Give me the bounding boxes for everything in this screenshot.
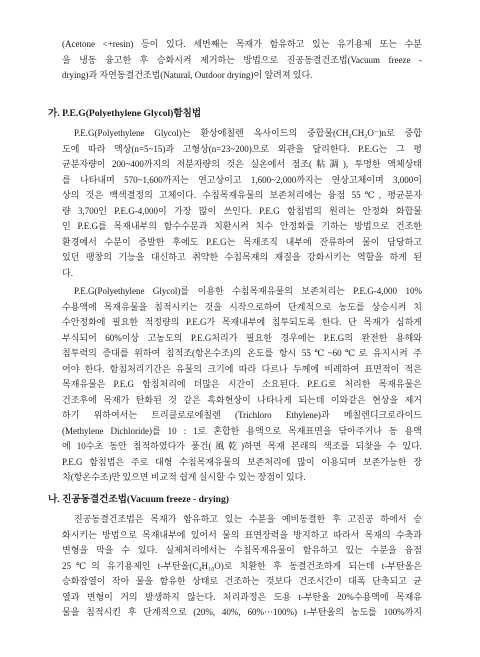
text-line: 어야 한다. 함침처리기간은 유물의 크기에 따라 다르나 두께에 비례하여 표면적이 적은 xyxy=(62,363,422,374)
text-line: 치(항온수조)만 있으면 비교적 쉽게 실시할 수 있는 장점이 있다. xyxy=(62,472,306,482)
text-line: P.E.G 함침법은 주로 대형 수침목재유물의 보존처리에 많이 이용되며 보존가능한 장 xyxy=(62,456,422,467)
text-line: 인 P.E.G를 목재내부의 함수수분과 치환시켜 치수 안정화를 기하는 방법으로 건조한 xyxy=(62,221,422,231)
text-line: 25℃의 유기용제인 t-부탄올(C₄H₁₀O)로 치환한 후 동결건조하게 되는데 t-부탄올은 xyxy=(62,560,422,571)
text-line: 하기 위하여서는 트리클로로에칠렌 (Trichloro Ethylene)과 메칠렌디크로라이드 xyxy=(62,410,422,420)
text-line: 있던 팽창의 기능을 대신하고 취약한 수침목재의 재질을 강화시키는 역할을 하게 된 xyxy=(62,252,422,262)
text-line: (Acetone <+resin) 등이 있다. 세번째는 목재가 함유하고 있는 유기용제 또는 수분 xyxy=(62,39,422,49)
paragraph xyxy=(62,126,422,281)
text-line: 변형을 막을 수 있다. 실제처리에서는 수침목재유물이 함유하고 있는 수분을 융점 xyxy=(62,545,422,555)
text-line: 도에 따라 액상(n=5~15)과 고형상(n=23~200)으로 외관을 달리한다. P.E.G는 그 평 xyxy=(62,143,422,154)
text-line: 환경에서 수분이 증발한 후에도 P.E.G는 목재조직 내부에 잔류하여 물이 담당하고 xyxy=(62,236,422,247)
text-line: 승화잠열이 작아 물을 함유한 상태로 건조하는 것보다 건조시간이 대폭 단축되고 균 xyxy=(62,576,422,586)
text-line: 건조후에 목재가 탄화된 것 같은 흑화현상이 나타나게 되는데 이와같은 현상을 제거 xyxy=(62,394,422,405)
section-heading: 나. 진공동결건조법(Vacuum freeze - drying) xyxy=(48,494,229,505)
text-line: 목재유물은 P.E.G 함침처리에 더많은 시간이 소요된다. P.E.G로 처리한 목재유물은 xyxy=(62,379,422,389)
section-heading: 가. P.E.G(Polyethylene Glycol)함침법 xyxy=(48,108,202,119)
text-line: 수안정화에 필요한 적정량의 P.E.G가 목재내부에 침투되도록 한다. 단 목재가 심하게 xyxy=(62,317,422,327)
text-line: 화시키는 방법으로 목재내부에 있어서 물의 표면장력을 방지하고 따라서 목재의 수축과 xyxy=(62,529,422,540)
text-line: (Methylene Dichloride)를 10 : 1로 혼합한 용액으로 목재표면을 닦아주거나 동 용액 xyxy=(62,425,422,436)
text-line: 에 10수초 동안 침적하였다가 풍건(風乾)하면 목재 본래의 색조를 되찾을 수 있다. xyxy=(62,441,422,451)
text-line: 진공동결건조법은 목재가 함유하고 있는 수분을 예비동결한 후 고진공 하에서 승 xyxy=(74,514,422,524)
text-line: 량 3,700인 P.E.G-4,000이 가장 많이 쓰인다. P.E.G 함침법의 원리는 안정화 화합물 xyxy=(62,205,422,216)
text-line: 다. xyxy=(62,267,73,278)
text-line: 상의 것은 백색결정의 고체이다. 수침목재유물의 보존처리에는 융점 55℃, 평균분자 xyxy=(62,190,422,200)
text-line: 을 냉동 융고한 후 승화시켜 제거하는 방법으로 진공동결건조법(Vacuum freeze - xyxy=(62,54,422,65)
text-line: 물을 침적시킨 후 단계적으로 (20%, 40%, 60%···100%) t-부탄올의 농도를 100%까지 xyxy=(62,607,422,617)
paragraph xyxy=(62,512,422,621)
paragraph xyxy=(62,284,422,486)
text-line: drying)과 자연동결건조법(Natural, Outdoor drying)이 알려져 있다. xyxy=(62,70,313,80)
text-line: 수용액에 목재유물을 침적시키는 것을 시작으로하여 단계적으로 농도를 상승시켜 치 xyxy=(62,301,422,312)
text-line: 를 나타내며 570~1,600까지는 연고상이고 1,600~2,000까지는 연상고체이며 3,000이 xyxy=(62,174,422,185)
text-line: 부식되어 60%이상 고농도의 P.E.G처리가 필요한 경우에는 P.E.G의 완전한 용해와 xyxy=(62,332,422,343)
text-line: 침투력의 증대를 위하여 침적조(항온수조)의 온도를 항시 55℃~60℃로 유지시켜 주 xyxy=(62,348,422,358)
intro-paragraph xyxy=(62,37,422,84)
text-line: P.E.G(Polyethylene Glycol)는 환상에칠렌 옥사이드의 중합물(CH₂CH₂O⁻)n로 중합 xyxy=(74,128,422,138)
text-line: 균분자량이 200~400까지의 저분자량의 것은 실온에서 점조(粘調), 투명한 액체상태 xyxy=(62,159,422,169)
text-line: 열과 변형이 거의 발생하지 않는다. 처리과정은 도용 t-부탄올 20%수용액에 목재유 xyxy=(62,591,422,602)
text-line: P.E.G(Polyethylene Glycol)를 이용한 수침목재유물의 보존처리는 P.E.G-4,000 10% xyxy=(74,286,422,296)
